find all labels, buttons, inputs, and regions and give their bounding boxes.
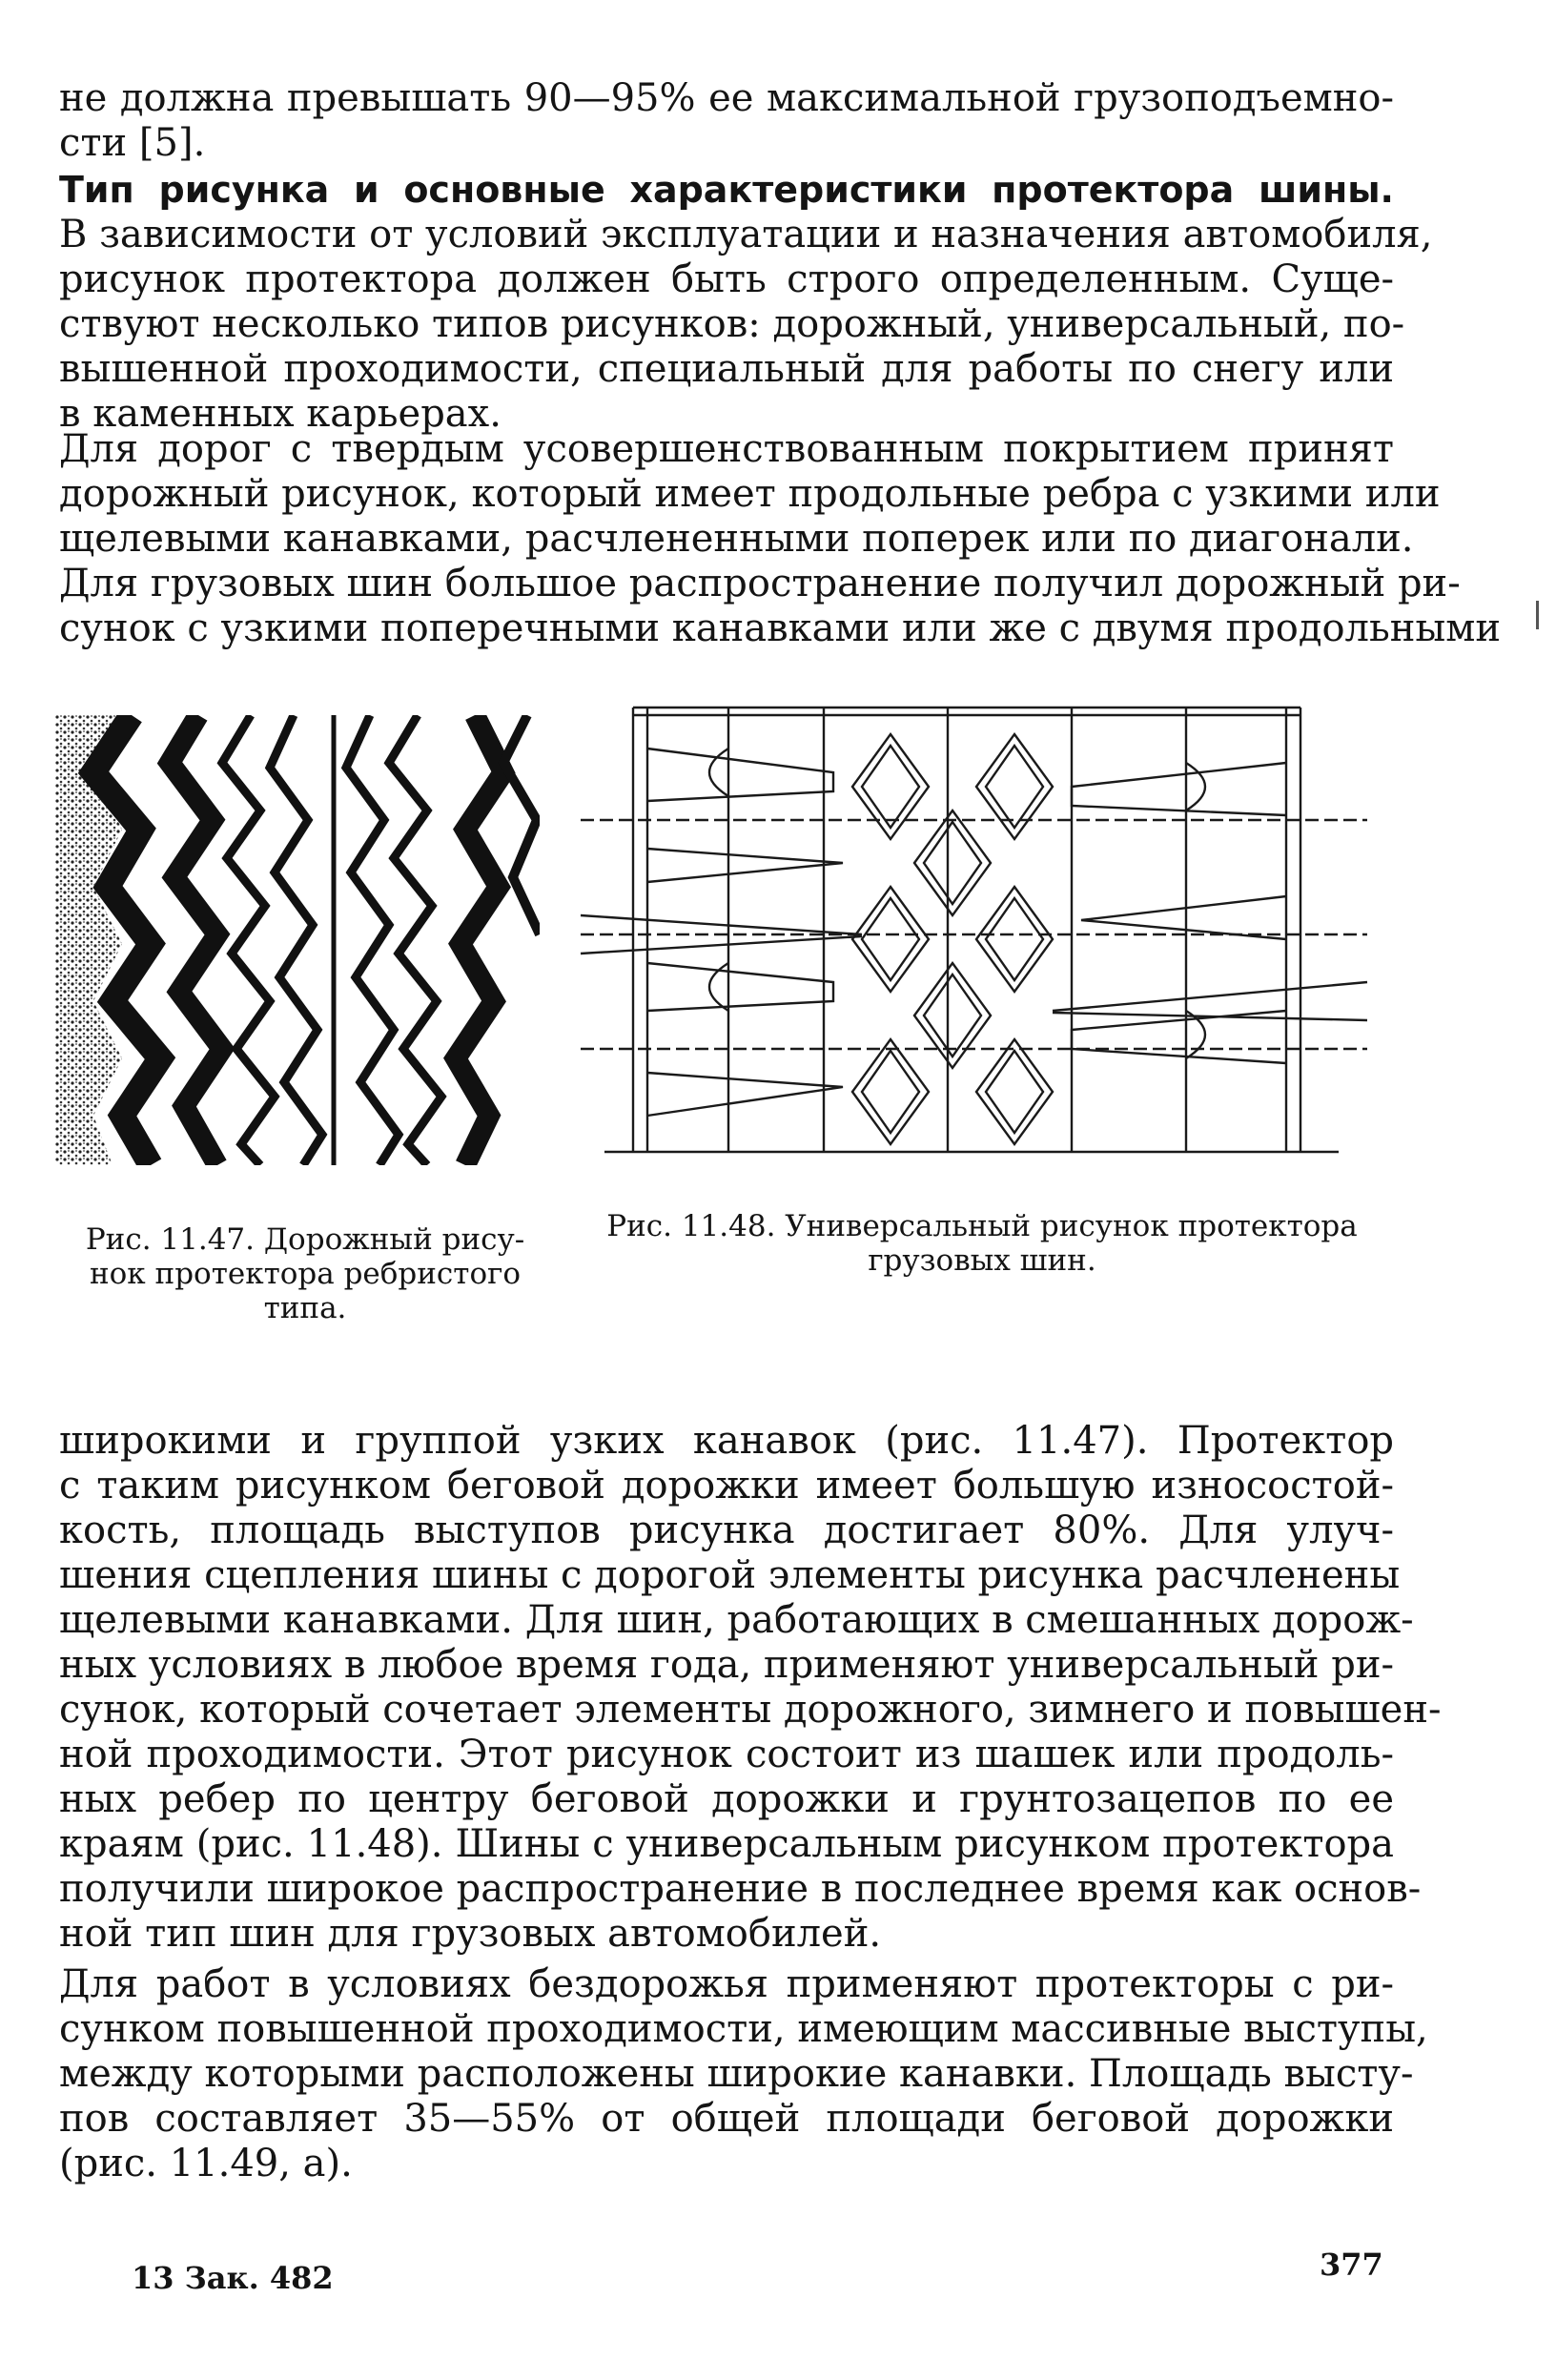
caption-line: Рис. 11.47. Дорожный рису- xyxy=(85,1222,525,1257)
margin-mark xyxy=(1536,601,1539,629)
paragraph-continuation xyxy=(59,76,1394,166)
figure-11-47 xyxy=(55,715,540,1165)
text-line: пов составляет 35—55% от общей площади беговой дорожки xyxy=(59,2097,1394,2141)
text-line: сти [5]. xyxy=(59,121,206,165)
text-line: ствуют несколько типов рисунков: дорожный, универсальный, по- xyxy=(59,302,1405,346)
page-number: 377 xyxy=(1320,2247,1383,2283)
text-line: ной проходимости. Этот рисунок состоит из шашек или продоль- xyxy=(59,1733,1394,1776)
text-line: шения сцепления шины с дорогой элементы рисунка расчленены xyxy=(59,1553,1401,1597)
text-line: с таким рисунком беговой дорожки имеет большую износостой- xyxy=(59,1464,1394,1508)
text-line: не должна превышать 90—95% ее максимальной грузоподъемно- xyxy=(59,76,1394,120)
text-line: в каменных карьерах. xyxy=(59,392,502,436)
text-line: Для дорог с твердым усовершенствованным покрытием принят xyxy=(59,427,1394,471)
caption-line: Рис. 11.48. Универсальный рисунок протектора xyxy=(606,1209,1358,1243)
paragraph-road-pattern xyxy=(59,427,1502,651)
text-line: ных ребер по центру беговой дорожки и грунтозацепов по ее xyxy=(59,1777,1394,1821)
text-line: вышенной проходимости, специальный для работы по снегу или xyxy=(59,347,1394,391)
text-line: между которыми расположены широкие канавки. Площадь высту- xyxy=(59,2052,1414,2096)
text-line: (рис. 11.49, а). xyxy=(59,2142,353,2185)
text-line: сунком повышенной проходимости, имеющим массивные выступы, xyxy=(59,2007,1428,2051)
paragraph-tread-types xyxy=(59,168,1433,437)
universal-tread-drawing xyxy=(576,696,1369,1163)
text-line: щелевыми канавками. Для шин, работающих в смешанных дорож- xyxy=(59,1598,1414,1642)
paragraph-offroad xyxy=(59,1962,1428,2186)
text-line: сунок, который сочетает элементы дорожного, зимнего и повышен- xyxy=(59,1688,1442,1732)
text-line: сунок с узкими поперечными канавками или же с двумя продольными xyxy=(59,606,1502,650)
printer-signature: 13 Зак. 482 xyxy=(132,2260,334,2296)
text-line: рисунок протектора должен быть строго определенным. Суще- xyxy=(59,257,1394,301)
figure-11-47-caption xyxy=(67,1222,543,1325)
text-line: Для работ в условиях бездорожья применяют протекторы с ри- xyxy=(59,1962,1394,2006)
text-line: Для грузовых шин большое распространение получил дорожный ри- xyxy=(59,562,1461,605)
text-line: ной тип шин для грузовых автомобилей. xyxy=(59,1912,882,1956)
caption-line: грузовых шин. xyxy=(868,1243,1096,1278)
figure-11-48-caption xyxy=(582,1209,1382,1278)
caption-line: типа. xyxy=(263,1291,347,1325)
section-heading: Тип рисунка и основные характеристики протектора шины. xyxy=(59,169,1394,211)
text-line: кость, площадь выступов рисунка достигает 80%. Для улуч- xyxy=(59,1508,1394,1552)
ribbed-tread-drawing xyxy=(55,715,540,1165)
caption-line: нок протектора ребристого xyxy=(89,1257,522,1291)
text-line: получили широкое распространение в последнее время как основ- xyxy=(59,1867,1422,1911)
paragraph-continuation-universal xyxy=(59,1419,1442,1957)
figure-11-48 xyxy=(576,696,1369,1163)
text-line: ных условиях в любое время года, применяют универсальный ри- xyxy=(59,1643,1394,1687)
text-line: широкими и группой узких канавок (рис. 11.47). Протектор xyxy=(59,1419,1394,1463)
text-line: дорожный рисунок, который имеет продольные ребра с узкими или xyxy=(59,472,1441,516)
text-line: В зависимости от условий эксплуатации и назначения автомобиля, xyxy=(59,213,1433,256)
text-line: краям (рис. 11.48). Шины с универсальным рисунком протектора xyxy=(59,1822,1394,1866)
text-line: щелевыми канавками, расчлененными поперек или по диагонали. xyxy=(59,517,1414,561)
